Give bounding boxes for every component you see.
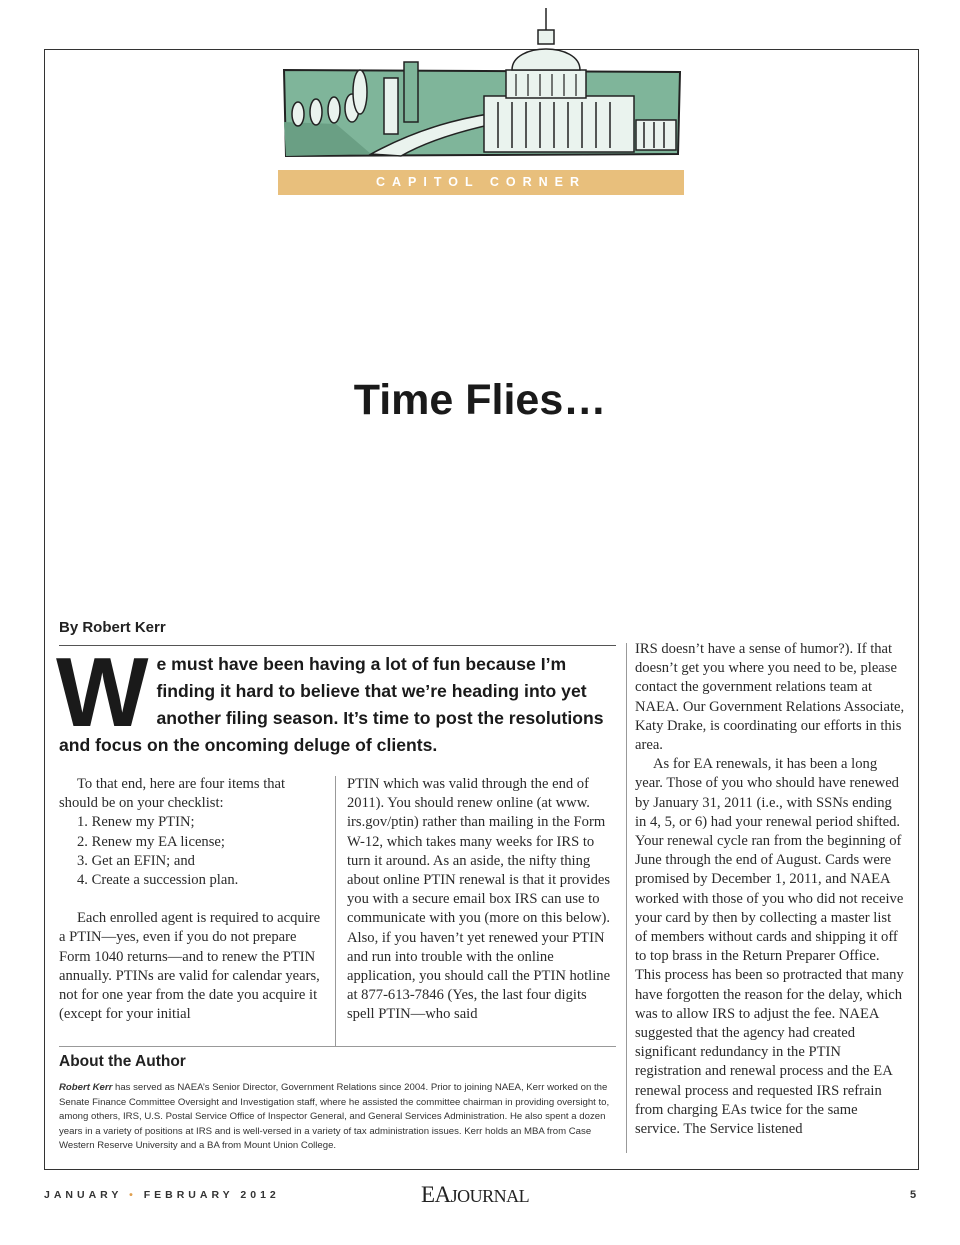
list-item: 3. Get an EFIN; and — [77, 852, 195, 869]
capitol-building-sketch-icon — [276, 4, 688, 164]
drop-cap: W — [56, 637, 149, 747]
paragraph: To that end, here are four items that should be on your checklist: — [59, 776, 286, 812]
lead-text: e must have been having a lot of fun because I’m finding it hard to believe that we’re heading into yet another filing season. It’s time to post the resolutions and focus on the oncoming deluge of clients. — [59, 654, 604, 755]
issue-month-end: FEBRUARY 2012 — [143, 1189, 280, 1201]
section-banner: CAPITOL CORNER — [278, 170, 684, 195]
paragraph: As for EA renewals, it has been a long year. Those of you who should have renewed by January 31, 2011 (i.e., with SSNs ending in 4, 5, or 6) had your renewal period shifted. Your renewal cycle ran from the beginning of June through the end of August. Cards were promised by December 1, 2011, and NAEA worked with those of you who did not receive your card by then by collecting a master list of members without cards and shipping it off to top brass in the Return Preparer Office. This process has been so protracted that many have forgotten the reason for the delay, which was to allow IRS to adjust the fee. NAEA suggested that the agency had created significant redundancy in the PTIN registration and renewal process and the EA renewal process and requested IRS refrain from charging EAs twice for the same service. The Service listened — [635, 756, 904, 1138]
article-title: Time Flies… — [353, 376, 607, 424]
column-divider — [626, 643, 627, 1153]
logo-journal: JOURNAL — [450, 1186, 530, 1206]
byline: By Robert Kerr — [59, 619, 166, 636]
paragraph: Each enrolled agent is required to acquire a PTIN—yes, even if you do not prepare Form 1040 returns—and to renew the PTIN annually. PTINs are valid for calendar years, not for one year from the date you acquire it (except for your initial — [59, 910, 321, 1023]
logo-ea: EA — [421, 1182, 451, 1207]
about-author-text — [59, 1081, 619, 1154]
divider — [59, 1046, 616, 1047]
issue-date — [44, 1189, 280, 1201]
list-item: 4. Create a succession plan. — [77, 872, 239, 889]
author-name: Robert Kerr — [59, 1082, 113, 1093]
journal-logo — [421, 1182, 529, 1208]
column-divider — [335, 776, 336, 1046]
column-2 — [347, 775, 617, 1025]
paragraph: IRS doesn’t have a sense of humor?). If that doesn’t get you where you need to be, please contact the government relations team at NAEA. Our Government Relations Associate, Katy Drake, is coordinating our efforts in this area. — [635, 641, 905, 754]
about-heading: About the Author — [59, 1053, 186, 1070]
list-item: 1. Renew my PTIN; — [77, 814, 195, 831]
lead-paragraph — [56, 637, 619, 759]
separator-dot: • — [129, 1189, 137, 1201]
column-1 — [59, 775, 324, 1024]
list-item: 2. Renew my EA license; — [77, 833, 225, 850]
column-3 — [635, 640, 905, 1139]
paragraph: PTIN which was valid through the end of 2011). You should renew online (at www. irs.gov/ptin) rather than mailing in the Form W-12, which takes many weeks for IRS to turn it around. As an aside, the nifty thing about online PTIN renewal is that it provides you with a secure email box IRS can use to communicate with you (more on this below). Also, if you haven’t yet renewed your PTIN and run into trouble with the online application, you should call the PTIN hotline at 877-613-7846 (Yes, the last four digits spell PTIN—who said — [347, 776, 611, 1023]
about-body: has served as NAEA’s Senior Director, Government Relations since 2004. Prior to joining NAEA, Kerr worked on the Senate Finance Committee Oversight and Investigation staff, where he assisted the committee chairman in providing oversight to, among others, IRS, U.S. Postal Service Office of Inspector General, and General Services Administration. He also spent a dozen years in a variety of positions at IRS and is well-versed in a variety of tax administration issues. Kerr holds an MBA from Case Western Reserve University and a BA from Mount Union College. — [59, 1082, 610, 1152]
issue-month-start: JANUARY — [44, 1189, 123, 1201]
page-number: 5 — [910, 1189, 917, 1201]
